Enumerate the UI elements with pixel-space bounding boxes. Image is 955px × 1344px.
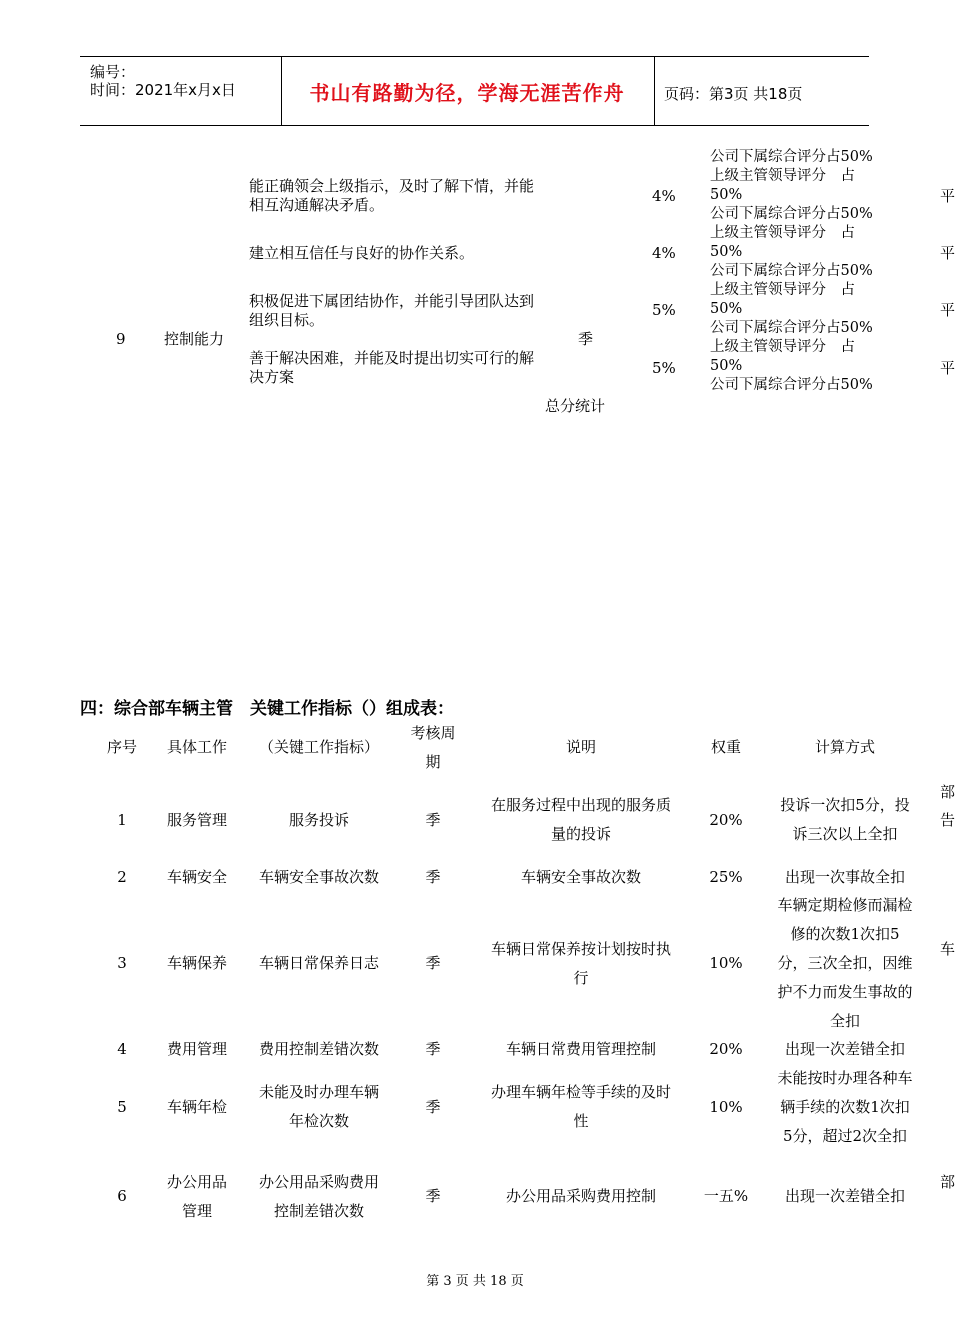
cell-cycle: 季 [425, 1187, 441, 1205]
cell-method-line: 分，三次全扣，因维 [777, 954, 913, 972]
cell-desc: 车辆安全事故次数 [520, 868, 641, 886]
method-line: 上级主管领导评分 占 [710, 282, 855, 298]
item-weight: 4% [652, 244, 676, 262]
cell-kpi: 服务投诉 [288, 811, 349, 829]
cell-seq: 2 [117, 868, 127, 886]
method-line: 上级主管领导评分 占 [710, 225, 855, 241]
cycle-value: 季 [578, 330, 594, 348]
cell-cycle: 季 [425, 1098, 441, 1116]
page-header [80, 56, 869, 126]
cell-desc: 车辆日常费用管理控制 [505, 1040, 656, 1058]
item-weight: 4% [652, 187, 676, 205]
cell-weight: 25% [709, 868, 743, 886]
cell-method-line: 投诉一次扣5分，投 [780, 796, 910, 814]
cell-kpi-line: 未能及时办理车辆 [258, 1083, 379, 1101]
cell-desc-line: 车辆日常保养按计划按时执 [490, 940, 671, 958]
method-line: 50% [710, 358, 743, 374]
calculation-method [710, 148, 873, 395]
clipped-cell-text: 部 [940, 783, 955, 801]
method-line: 公司下属综合评分占50% [710, 206, 873, 222]
clipped-cell-text: 部 [940, 1173, 955, 1191]
cell-kpi: 车辆日常保养日志 [258, 954, 379, 972]
cell-weight: 20% [709, 1040, 743, 1058]
header-kpi: （关键工作指标） [258, 738, 379, 756]
cell-cycle: 季 [425, 954, 441, 972]
method-line: 上级主管领导评分 占 [710, 339, 855, 355]
header-work: 具体工作 [166, 738, 227, 756]
cell-work: 车辆年检 [166, 1098, 227, 1116]
method-line: 上级主管领导评分 占 [710, 168, 855, 184]
cell-kpi-line: 年检次数 [288, 1112, 349, 1130]
cell-desc: 办公用品采购费用控制 [505, 1187, 656, 1205]
clipped-cell-text: 平 [940, 359, 955, 377]
cell-kpi: 车辆安全事故次数 [258, 868, 379, 886]
item-description: 积极促进下属团结协作，并能引导团队达到组织目标。 [249, 292, 535, 329]
cell-weight: 10% [709, 1098, 743, 1116]
cell-kpi [244, 1168, 394, 1226]
cell-method-line: 辆手续的次数1次扣 [780, 1098, 910, 1116]
cell-work-line: 办公用品 [166, 1173, 227, 1191]
cell-desc [472, 935, 690, 993]
cell-desc-line: 在服务过程中出现的服务质 [490, 796, 671, 814]
header-divider [654, 57, 655, 125]
item-description: 建立相互信任与良好的协作关系。 [249, 244, 475, 262]
header-cycle [400, 719, 466, 777]
clipped-cell-text: 告 [940, 811, 955, 829]
row-category: 控制能力 [164, 330, 225, 348]
cell-method [762, 1064, 928, 1151]
method-line: 50% [710, 301, 743, 317]
cell-seq: 1 [117, 811, 127, 829]
cell-desc-line: 性 [573, 1112, 589, 1130]
cell-desc-line: 行 [573, 969, 589, 987]
method-line: 公司下属综合评分占50% [710, 377, 873, 393]
clipped-cell-text: 车 [940, 940, 955, 958]
header-motto: 书山有路勤为径，学海无涯苦作舟 [309, 81, 625, 105]
cell-method: 出现一次事故全扣 [784, 868, 905, 886]
method-line: 50% [710, 187, 743, 203]
method-line: 50% [710, 244, 743, 260]
section-title: 四：综合部车辆主管 关键工作指标（）组成表： [80, 699, 454, 719]
total-score-label: 总分统计 [545, 397, 606, 415]
cell-method: 出现一次差错全扣 [784, 1187, 905, 1205]
cell-method [762, 791, 928, 849]
cell-method-line: 诉三次以上全扣 [792, 825, 898, 843]
cell-work [155, 1168, 239, 1226]
method-line: 公司下属综合评分占50% [710, 149, 873, 165]
cell-kpi: 费用控制差错次数 [258, 1040, 379, 1058]
cell-method-line: 5分，超过2次全扣 [782, 1127, 908, 1145]
header-weight: 权重 [710, 738, 741, 756]
cell-cycle: 季 [425, 868, 441, 886]
cell-method-line: 车辆定期检修而漏检 [777, 896, 913, 914]
item-description: 能正确领会上级指示，及时了解下情，并能相互沟通解决矛盾。 [249, 177, 535, 214]
cell-method-line: 护不力而发生事故的 [777, 983, 913, 1001]
cell-work: 车辆保养 [166, 954, 227, 972]
cell-desc-line: 量的投诉 [550, 825, 611, 843]
cell-method-line: 修的次数1次扣5 [790, 925, 900, 943]
cell-method-line: 全扣 [829, 1012, 860, 1030]
method-line: 公司下属综合评分占50% [710, 320, 873, 336]
cell-work: 服务管理 [166, 811, 227, 829]
header-method: 计算方式 [814, 738, 875, 756]
cell-cycle: 季 [425, 811, 441, 829]
cell-seq: 5 [117, 1098, 127, 1116]
item-description: 善于解决困难，并能及时提出切实可行的解决方案 [249, 349, 535, 386]
cell-weight: 一五% [703, 1187, 749, 1205]
cell-kpi-line: 办公用品采购费用 [258, 1173, 379, 1191]
header-cycle-line: 考核周 [410, 724, 456, 742]
page-indicator: 页码：第3页 共18页 [664, 85, 803, 103]
document-date: 时间：2021年x月x日 [90, 81, 236, 99]
cell-method [762, 891, 928, 1036]
cell-weight: 20% [709, 811, 743, 829]
cell-seq: 4 [117, 1040, 127, 1058]
header-seq: 序号 [106, 738, 137, 756]
cell-work: 车辆安全 [166, 868, 227, 886]
method-line: 公司下属综合评分占50% [710, 263, 873, 279]
cell-desc-line: 办理车辆年检等手续的及时 [490, 1083, 671, 1101]
cell-kpi-line: 控制差错次数 [273, 1202, 364, 1220]
item-weight: 5% [652, 301, 676, 319]
document-code: 编号： [90, 63, 136, 81]
clipped-cell-text: 平 [940, 187, 955, 205]
cell-seq: 6 [117, 1187, 127, 1205]
cell-method-line: 未能按时办理各种车 [777, 1069, 913, 1087]
cell-method: 出现一次差错全扣 [784, 1040, 905, 1058]
cell-seq: 3 [117, 954, 127, 972]
clipped-cell-text: 平 [940, 244, 955, 262]
cell-desc [472, 791, 690, 849]
cell-kpi [244, 1078, 394, 1136]
cell-work: 费用管理 [166, 1040, 227, 1058]
clipped-cell-text: 平 [940, 301, 955, 319]
header-cycle-line: 期 [425, 753, 441, 771]
page-footer: 第 3 页 共 18 页 [426, 1274, 524, 1289]
cell-desc [472, 1078, 690, 1136]
item-weight: 5% [652, 359, 676, 377]
row-seq: 9 [116, 330, 126, 348]
header-desc: 说明 [565, 738, 596, 756]
cell-weight: 10% [709, 954, 743, 972]
cell-work-line: 管理 [181, 1202, 212, 1220]
cell-cycle: 季 [425, 1040, 441, 1058]
